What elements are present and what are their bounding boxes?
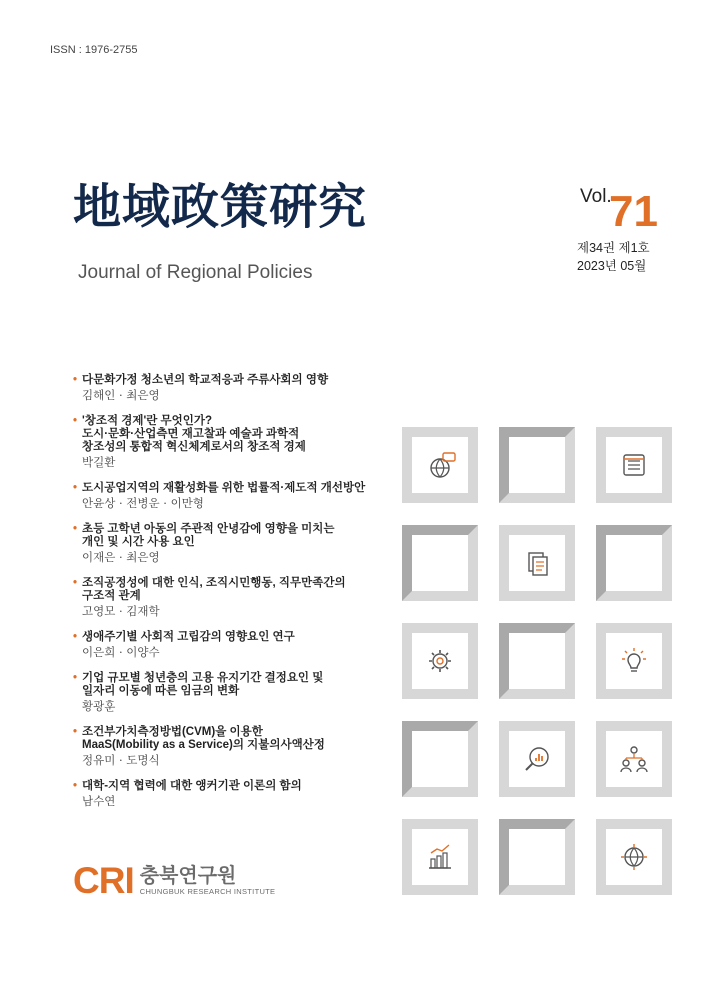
volume-number: 71	[609, 187, 658, 236]
article-authors: 안윤상 · 전병운 · 이만형	[82, 496, 204, 510]
article-title: • '창조적 경제'란 무엇인가? 도시·문화·산업측면 재고찰과 예술과 과학적 창조성의 통합적 혁신체계로서의 창조적 경제	[72, 415, 372, 454]
frame-tile	[402, 525, 478, 601]
article-title: • 기업 규모별 청년층의 고용 유지기간 결정요인 및 일자리 이동에 따른 임금의 변화	[72, 672, 372, 698]
tile-globe-chat-icon	[402, 427, 478, 503]
publisher-name-kr: 충북연구원	[139, 864, 237, 887]
issue-line: 제34권 제1호	[577, 241, 650, 255]
article-authors: 황광훈	[82, 699, 116, 713]
tile-lightbulb-icon	[596, 623, 672, 699]
toc-article	[72, 577, 372, 619]
issue-info	[577, 239, 650, 275]
article-authors: 박길환	[82, 455, 116, 469]
article-authors: 남수연	[82, 794, 116, 808]
tile-magnifier-chart-icon	[499, 721, 575, 797]
tile-globe-target-icon	[596, 819, 672, 895]
toc-article	[72, 672, 372, 714]
article-authors: 고영모 · 김재학	[82, 604, 160, 618]
tile-documents-icon	[499, 525, 575, 601]
tile-document-list-icon	[596, 427, 672, 503]
tile-bar-chart-icon	[402, 819, 478, 895]
article-authors: 이은희 · 이양수	[82, 645, 160, 659]
journal-title-cn: 地域政策硏究	[73, 179, 368, 235]
toc-article	[72, 631, 372, 660]
issue-date: 2023년 05월	[577, 259, 647, 273]
article-authors: 김해인 · 최은영	[82, 388, 160, 402]
article-authors: 이재은 · 최은영	[82, 550, 160, 564]
volume-label: Vol.	[580, 186, 612, 207]
article-title: • 도시공업지역의 재활성화를 위한 법률적·제도적 개선방안	[72, 482, 372, 495]
toc-article	[72, 523, 372, 565]
article-title: • 조직공정성에 대한 인식, 조직시민행동, 직무만족간의 구조적 관계	[72, 577, 372, 603]
article-title: • 대학-지역 협력에 대한 앵커기관 이론의 함의	[72, 780, 372, 793]
tile-people-network-icon	[596, 721, 672, 797]
article-title: • 다문화가정 청소년의 학교적응과 주류사회의 영향	[72, 374, 372, 387]
frame-tile	[596, 525, 672, 601]
logo-mark: CRI	[73, 860, 134, 901]
toc-article	[72, 415, 372, 470]
tile-gear-icon	[402, 623, 478, 699]
toc-article	[72, 374, 372, 403]
frame-tile	[499, 427, 575, 503]
table-of-contents	[72, 374, 372, 821]
toc-article	[72, 726, 372, 768]
publisher-name-en: CHUNGBUK RESEARCH INSTITUTE	[139, 886, 276, 896]
journal-title-en: Journal of Regional Policies	[78, 262, 313, 283]
frame-tile	[499, 623, 575, 699]
frame-tile	[499, 819, 575, 895]
issn: ISSN : 1976-2755	[50, 44, 138, 56]
toc-article	[72, 780, 372, 809]
toc-article	[72, 482, 372, 511]
publisher-logo	[73, 862, 275, 899]
article-title: • 초등 고학년 아동의 주관적 안녕감에 영향을 미치는 개인 및 시간 사용 요인	[72, 523, 372, 549]
article-authors: 정유미 · 도명식	[82, 753, 160, 767]
article-title: • 생애주기별 사회적 고립감의 영향요인 연구	[72, 631, 372, 644]
frame-tile	[402, 721, 478, 797]
article-title: • 조건부가치측정방법(CVM)을 이용한 MaaS(Mobility as a Service)의 지불의사액산정	[72, 726, 372, 752]
